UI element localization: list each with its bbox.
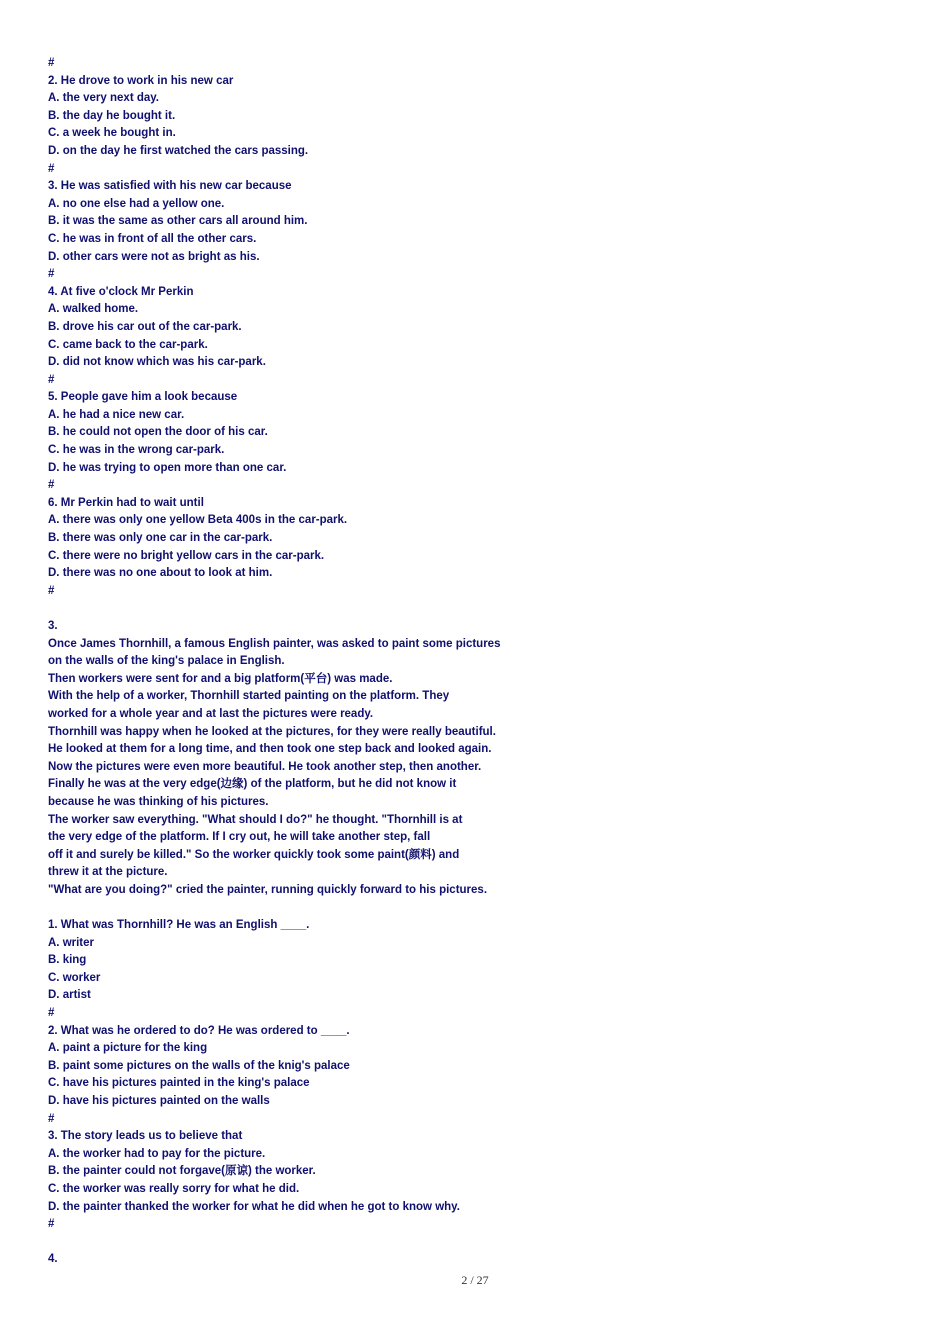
- answer-option: B. he could not open the door of his car.: [48, 426, 268, 439]
- passage-line: "What are you doing?" cried the painter, running quickly forward to his pictures.: [48, 883, 488, 896]
- separator-mark: #: [48, 1218, 55, 1231]
- answer-option: A. there was only one yellow Beta 400s in the car-park.: [48, 514, 348, 527]
- answer-option: D. on the day he first watched the cars passing.: [48, 144, 309, 157]
- answer-option: B. it was the same as other cars all around him.: [48, 215, 308, 228]
- answer-option: C. have his pictures painted in the king's palace: [48, 1077, 310, 1090]
- answer-option: D. did not know which was his car-park.: [48, 356, 266, 369]
- separator-mark: #: [48, 1007, 55, 1020]
- answer-option: A. writer: [48, 936, 95, 949]
- question-stem: 5. People gave him a look because: [48, 391, 238, 404]
- passage-line: the very edge of the platform. If I cry out, he will take another step, fall: [48, 831, 431, 844]
- passage-line: He looked at them for a long time, and then took one step back and looked again.: [48, 743, 492, 756]
- answer-option: C. worker: [48, 971, 101, 984]
- answer-option: D. the painter thanked the worker for what he did when he got to know why.: [48, 1200, 460, 1213]
- passage-line: threw it at the picture.: [48, 866, 168, 879]
- answer-option: A. no one else had a yellow one.: [48, 197, 225, 210]
- blank-line: [48, 1234, 908, 1252]
- separator-mark: #: [48, 162, 55, 175]
- answer-option: A. paint a picture for the king: [48, 1042, 208, 1055]
- answer-option: B. there was only one car in the car-park.: [48, 532, 273, 545]
- passage-line: on the walls of the king's palace in English.: [48, 655, 285, 668]
- page-number: 2 / 27: [461, 1273, 489, 1287]
- passage-line: Finally he was at the very edge(边缘) of the platform, but he did not know it: [48, 778, 457, 791]
- passage-line: because he was thinking of his pictures.: [48, 795, 269, 808]
- document-body: [48, 55, 908, 1269]
- answer-option: B. king: [48, 954, 87, 967]
- passage-line: off it and surely be killed." So the worker quickly took some paint(颜料) and: [48, 848, 460, 861]
- question-stem: 4. At five o'clock Mr Perkin: [48, 285, 194, 298]
- passage-line: Now the pictures were even more beautiful. He took another step, then another.: [48, 760, 482, 773]
- section-number: 3.: [48, 620, 58, 632]
- question-stem: 2. He drove to work in his new car: [48, 74, 234, 87]
- passage-line: Thornhill was happy when he looked at the pictures, for they were really beautiful.: [48, 725, 496, 738]
- answer-option: A. he had a nice new car.: [48, 408, 185, 421]
- answer-option: D. have his pictures painted on the walls: [48, 1095, 270, 1108]
- answer-option: C. came back to the car-park.: [48, 338, 208, 351]
- separator-mark: #: [48, 479, 55, 492]
- blank-line: [48, 600, 908, 618]
- passage-line: Once James Thornhill, a famous English painter, was asked to paint some pictures: [48, 637, 501, 650]
- answer-option: D. there was no one about to look at him.: [48, 567, 273, 580]
- question-stem: 6. Mr Perkin had to wait until: [48, 496, 204, 509]
- answer-option: A. the very next day.: [48, 92, 159, 105]
- answer-option: B. the painter could not forgave(原谅) the worker.: [48, 1165, 316, 1178]
- question-stem: 3. He was satisfied with his new car because: [48, 180, 292, 193]
- answer-option: C. he was in front of all the other cars.: [48, 232, 257, 245]
- separator-mark: #: [48, 373, 55, 386]
- separator-mark: #: [48, 57, 55, 69]
- passage-line: With the help of a worker, Thornhill started painting on the platform. They: [48, 690, 450, 703]
- question-stem: 3. The story leads us to believe that: [48, 1130, 243, 1143]
- passage-line: worked for a whole year and at last the pictures were ready.: [48, 707, 374, 720]
- answer-option: B. paint some pictures on the walls of the knig's palace: [48, 1059, 350, 1072]
- separator-mark: #: [48, 268, 55, 281]
- section-number: 4.: [48, 1253, 58, 1266]
- answer-option: B. the day he bought it.: [48, 109, 176, 122]
- answer-option: D. he was trying to open more than one car.: [48, 461, 287, 474]
- answer-option: D. artist: [48, 989, 91, 1002]
- question-stem: 2. What was he ordered to do? He was ordered to ____.: [48, 1024, 350, 1037]
- question-stem: 1. What was Thornhill? He was an English ____.: [48, 919, 310, 932]
- answer-option: B. drove his car out of the car-park.: [48, 320, 242, 333]
- answer-option: A. the worker had to pay for the picture.: [48, 1147, 266, 1160]
- blank-line: [48, 900, 908, 918]
- separator-mark: #: [48, 584, 55, 597]
- answer-option: A. walked home.: [48, 303, 139, 316]
- answer-option: C. the worker was really sorry for what he did.: [48, 1183, 300, 1195]
- answer-option: D. other cars were not as bright as his.: [48, 250, 260, 263]
- separator-mark: #: [48, 1112, 55, 1125]
- answer-option: C. a week he bought in.: [48, 127, 176, 140]
- passage-line: The worker saw everything. "What should I do?" he thought. "Thornhill is at: [48, 813, 463, 826]
- answer-option: C. there were no bright yellow cars in the car-park.: [48, 549, 325, 562]
- answer-option: C. he was in the wrong car-park.: [48, 444, 225, 457]
- passage-line: Then workers were sent for and a big platform(平台) was made.: [48, 672, 393, 685]
